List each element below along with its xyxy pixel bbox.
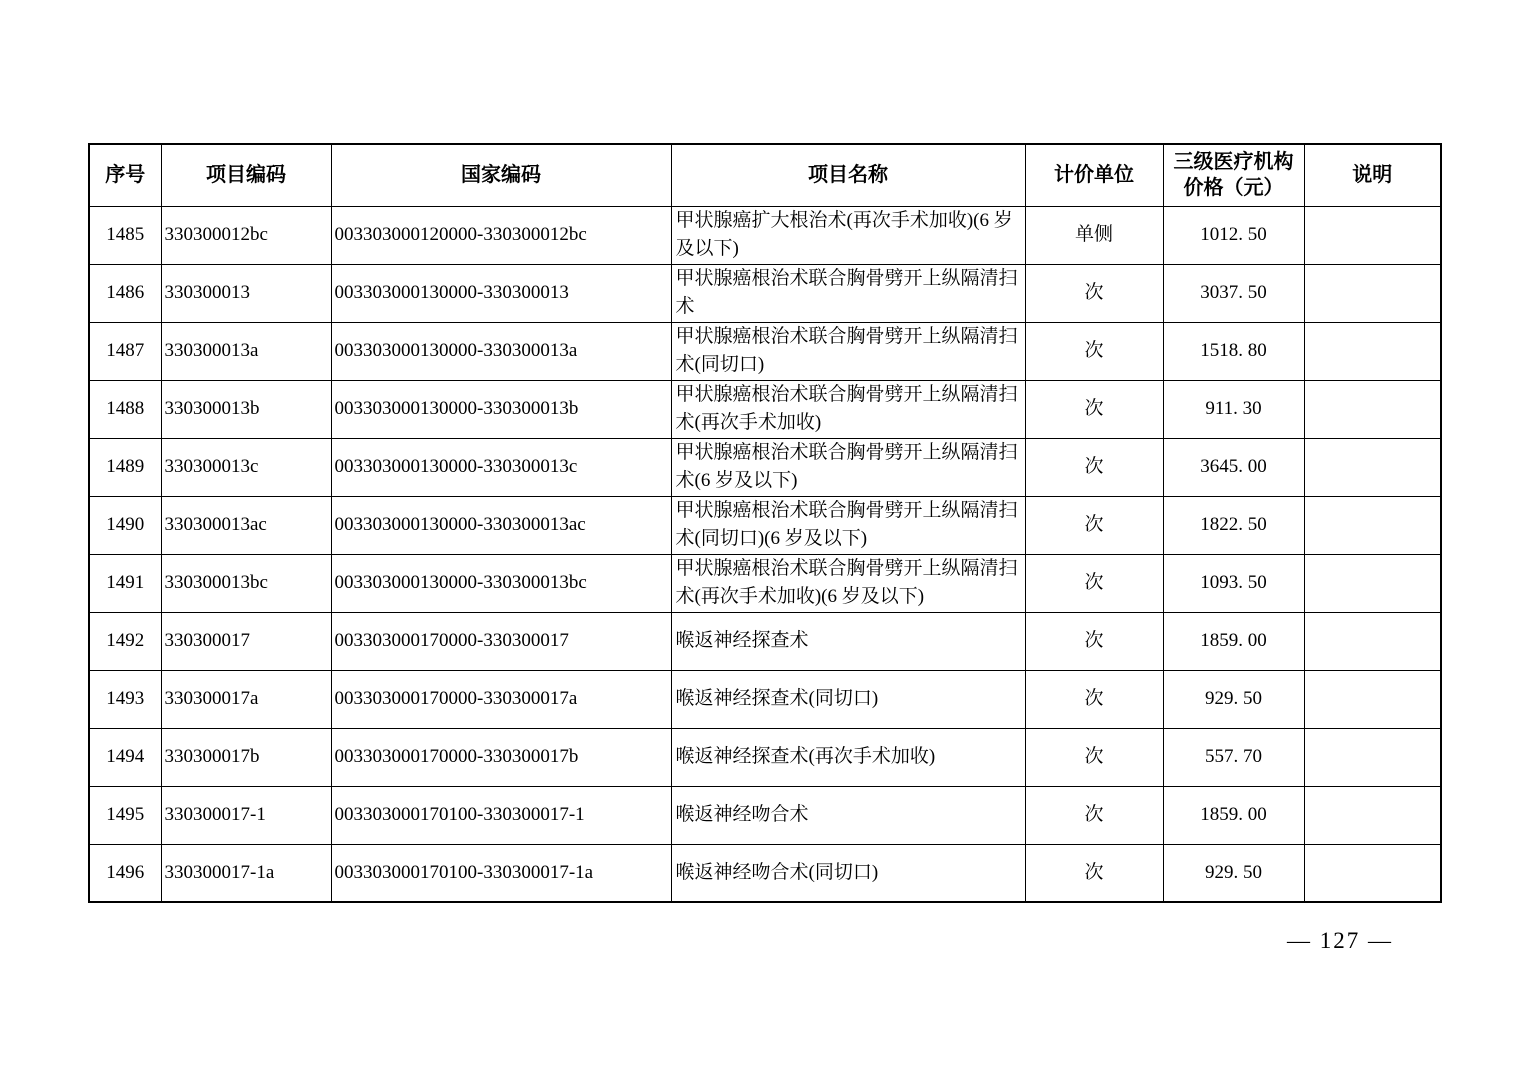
pricing-unit-cell: 次 <box>1025 728 1163 786</box>
item-code-cell: 330300013c <box>161 438 331 496</box>
national-code-cell: 003303000130000-330300013ac <box>331 496 671 554</box>
national-code-cell: 003303000130000-330300013b <box>331 380 671 438</box>
national-code-cell: 003303000170100-330300017-1 <box>331 786 671 844</box>
seq-cell: 1492 <box>89 612 161 670</box>
item-code-cell: 330300013bc <box>161 554 331 612</box>
seq-cell: 1495 <box>89 786 161 844</box>
table-row <box>89 612 1441 670</box>
price-cell: 557. 70 <box>1163 728 1304 786</box>
national-code-cell: 003303000170000-330300017a <box>331 670 671 728</box>
national-code-cell: 003303000130000-330300013bc <box>331 554 671 612</box>
seq-cell: 1486 <box>89 264 161 322</box>
note-cell <box>1304 844 1441 902</box>
item-code-cell: 330300012bc <box>161 206 331 264</box>
pricing-unit-cell: 次 <box>1025 670 1163 728</box>
table-row <box>89 786 1441 844</box>
national-code-cell: 003303000170100-330300017-1a <box>331 844 671 902</box>
table-row <box>89 206 1441 264</box>
table-row <box>89 264 1441 322</box>
national-code-cell: 003303000130000-330300013 <box>331 264 671 322</box>
medical-price-table <box>88 143 1442 903</box>
item-name-cell: 甲状腺癌根治术联合胸骨劈开上纵隔清扫术 <box>671 264 1025 322</box>
table-row <box>89 438 1441 496</box>
note-cell <box>1304 728 1441 786</box>
table-row <box>89 844 1441 902</box>
item-name-cell: 喉返神经探查术(再次手术加收) <box>671 728 1025 786</box>
header-cell: 序号 <box>89 144 161 206</box>
national-code-cell: 003303000170000-330300017b <box>331 728 671 786</box>
pricing-unit-cell: 次 <box>1025 264 1163 322</box>
pricing-unit-cell: 次 <box>1025 612 1163 670</box>
note-cell <box>1304 612 1441 670</box>
table-row <box>89 496 1441 554</box>
item-code-cell: 330300017-1 <box>161 786 331 844</box>
seq-cell: 1490 <box>89 496 161 554</box>
seq-cell: 1489 <box>89 438 161 496</box>
seq-cell: 1485 <box>89 206 161 264</box>
price-cell: 929. 50 <box>1163 844 1304 902</box>
header-cell: 项目名称 <box>671 144 1025 206</box>
seq-cell: 1488 <box>89 380 161 438</box>
price-cell: 911. 30 <box>1163 380 1304 438</box>
note-cell <box>1304 670 1441 728</box>
item-code-cell: 330300017 <box>161 612 331 670</box>
seq-cell: 1491 <box>89 554 161 612</box>
national-code-cell: 003303000120000-330300012bc <box>331 206 671 264</box>
header-cell: 计价单位 <box>1025 144 1163 206</box>
national-code-cell: 003303000130000-330300013c <box>331 438 671 496</box>
pricing-unit-cell: 次 <box>1025 844 1163 902</box>
header-cell: 国家编码 <box>331 144 671 206</box>
note-cell <box>1304 786 1441 844</box>
seq-cell: 1496 <box>89 844 161 902</box>
item-code-cell: 330300013b <box>161 380 331 438</box>
pricing-unit-cell: 次 <box>1025 380 1163 438</box>
item-code-cell: 330300013a <box>161 322 331 380</box>
table-row <box>89 322 1441 380</box>
table-body <box>89 206 1441 902</box>
table-row <box>89 728 1441 786</box>
price-cell: 3037. 50 <box>1163 264 1304 322</box>
pricing-unit-cell: 次 <box>1025 322 1163 380</box>
price-cell: 929. 50 <box>1163 670 1304 728</box>
item-code-cell: 330300017b <box>161 728 331 786</box>
note-cell <box>1304 554 1441 612</box>
price-cell: 1518. 80 <box>1163 322 1304 380</box>
pricing-unit-cell: 单侧 <box>1025 206 1163 264</box>
national-code-cell: 003303000170000-330300017 <box>331 612 671 670</box>
note-cell <box>1304 264 1441 322</box>
price-cell: 1859. 00 <box>1163 612 1304 670</box>
item-code-cell: 330300013 <box>161 264 331 322</box>
pricing-unit-cell: 次 <box>1025 438 1163 496</box>
seq-cell: 1494 <box>89 728 161 786</box>
price-cell: 1012. 50 <box>1163 206 1304 264</box>
page-number: — 127 — <box>1287 928 1393 953</box>
price-cell: 1859. 00 <box>1163 786 1304 844</box>
item-code-cell: 330300017a <box>161 670 331 728</box>
header-cell: 项目编码 <box>161 144 331 206</box>
item-name-cell: 甲状腺癌根治术联合胸骨劈开上纵隔清扫术(同切口)(6 岁及以下) <box>671 496 1025 554</box>
item-code-cell: 330300017-1a <box>161 844 331 902</box>
table-row <box>89 670 1441 728</box>
note-cell <box>1304 438 1441 496</box>
note-cell <box>1304 322 1441 380</box>
seq-cell: 1487 <box>89 322 161 380</box>
price-cell: 1822. 50 <box>1163 496 1304 554</box>
pricing-unit-cell: 次 <box>1025 496 1163 554</box>
pricing-unit-cell: 次 <box>1025 786 1163 844</box>
note-cell <box>1304 496 1441 554</box>
item-name-cell: 喉返神经探查术 <box>671 612 1025 670</box>
price-cell: 3645. 00 <box>1163 438 1304 496</box>
note-cell <box>1304 380 1441 438</box>
header-cell: 三级医疗机构价格（元） <box>1163 144 1304 206</box>
item-name-cell: 喉返神经吻合术(同切口) <box>671 844 1025 902</box>
item-name-cell: 甲状腺癌根治术联合胸骨劈开上纵隔清扫术(再次手术加收) <box>671 380 1025 438</box>
header-cell: 说明 <box>1304 144 1441 206</box>
item-name-cell: 喉返神经吻合术 <box>671 786 1025 844</box>
item-name-cell: 甲状腺癌根治术联合胸骨劈开上纵隔清扫术(6 岁及以下) <box>671 438 1025 496</box>
item-name-cell: 甲状腺癌根治术联合胸骨劈开上纵隔清扫术(同切口) <box>671 322 1025 380</box>
item-name-cell: 甲状腺癌根治术联合胸骨劈开上纵隔清扫术(再次手术加收)(6 岁及以下) <box>671 554 1025 612</box>
item-code-cell: 330300013ac <box>161 496 331 554</box>
header-row <box>89 144 1441 206</box>
item-name-cell: 甲状腺癌扩大根治术(再次手术加收)(6 岁及以下) <box>671 206 1025 264</box>
table-row <box>89 554 1441 612</box>
item-name-cell: 喉返神经探查术(同切口) <box>671 670 1025 728</box>
national-code-cell: 003303000130000-330300013a <box>331 322 671 380</box>
price-cell: 1093. 50 <box>1163 554 1304 612</box>
note-cell <box>1304 206 1441 264</box>
pricing-unit-cell: 次 <box>1025 554 1163 612</box>
seq-cell: 1493 <box>89 670 161 728</box>
table-row <box>89 380 1441 438</box>
